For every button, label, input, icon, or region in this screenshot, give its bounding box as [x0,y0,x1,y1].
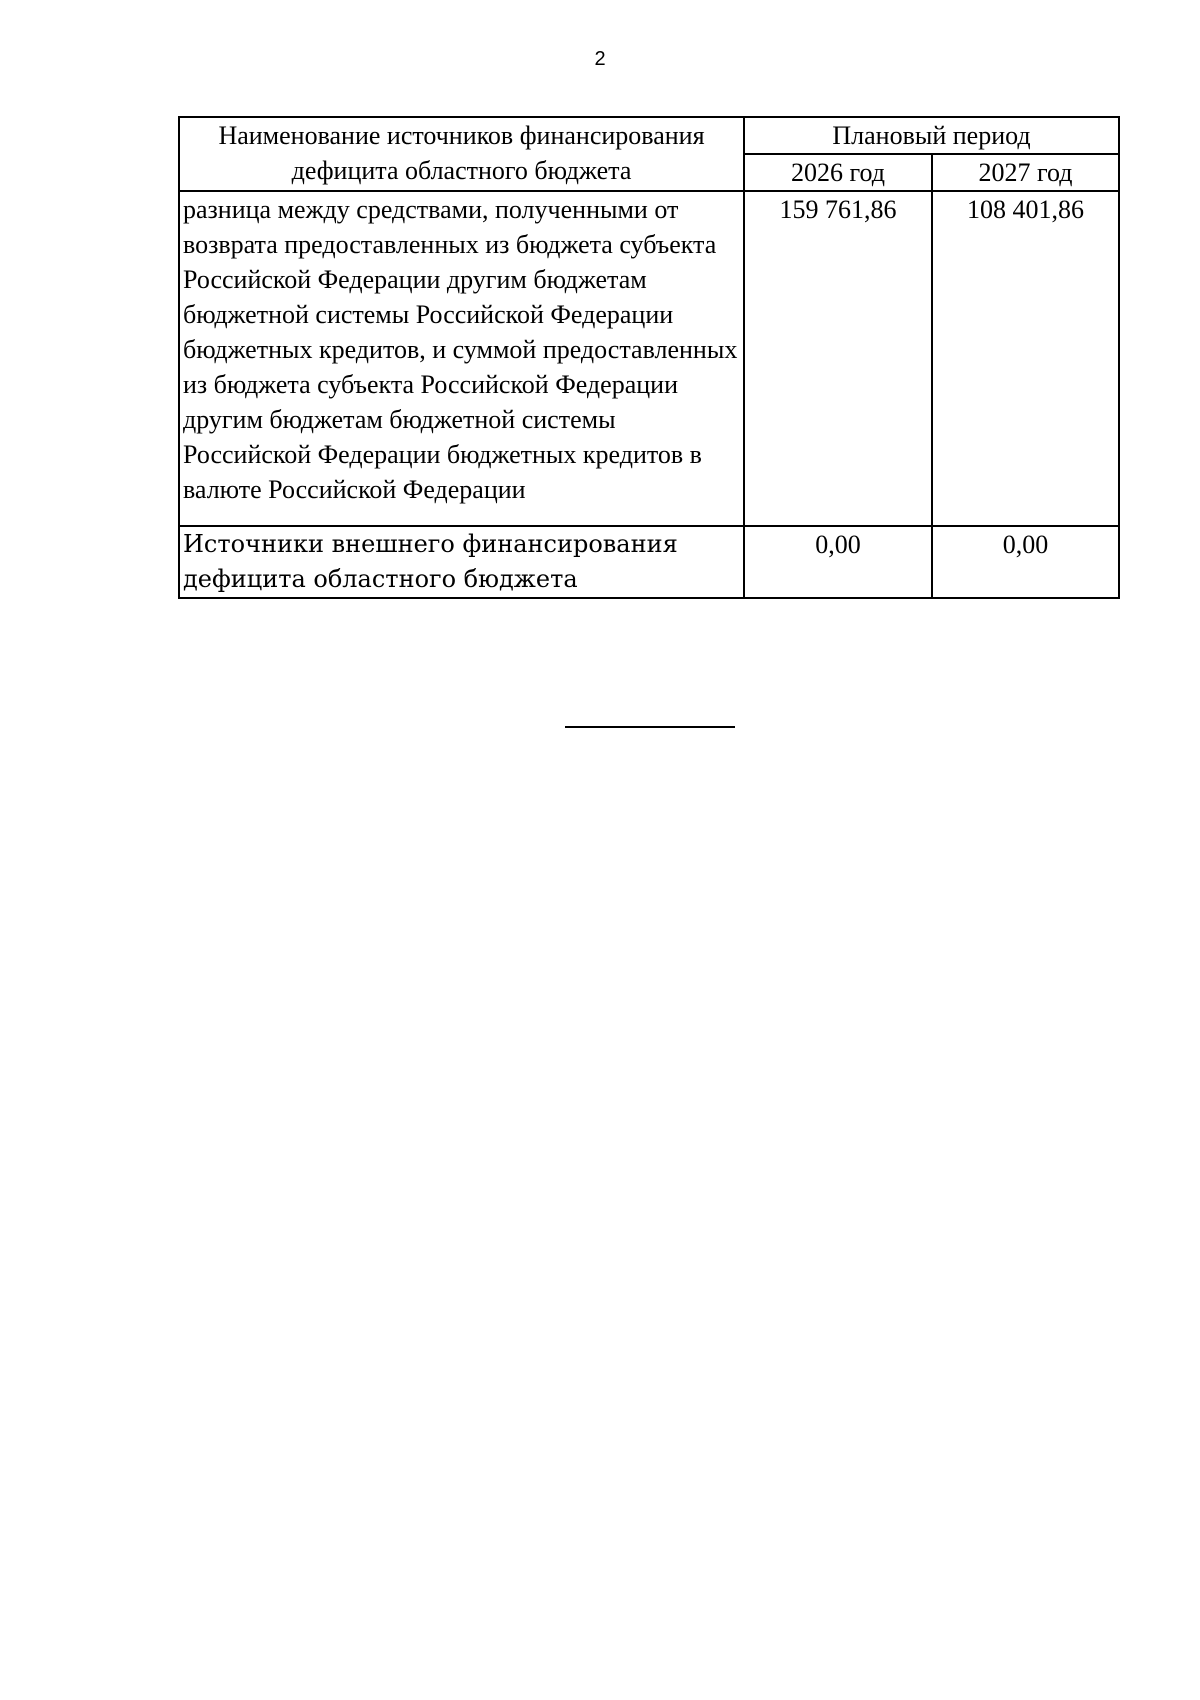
header-name-column: Наименование источников финансирования дефицита областного бюджета [179,117,744,191]
row-description: Источники внешнего финансирования дефицита областного бюджета [179,526,744,598]
closing-rule-divider [565,726,735,728]
row-description: разница между средствами, полученными от возврата предоставленных из бюджета субъекта Российской Федерации другим бюджетам бюджетной системы Российской Федерации бюджетных кредитов, и суммой предоставленных из бюджета субъекта Российской Федерации другим бюджетам бюджетной системы Российской Федерации бюджетных кредитов в валюте Российской Федерации [179,191,744,526]
table-row [179,526,1119,598]
header-row-period [179,117,1119,154]
header-year-2027: 2027 год [932,154,1119,191]
header-planned-period: Плановый период [744,117,1119,154]
page-number: 2 [594,48,606,70]
row-value-2027: 108 401,86 [932,191,1119,526]
header-year-2026: 2026 год [744,154,932,191]
financing-sources-table [178,116,1120,599]
table-row [179,191,1119,526]
row-value-2026: 159 761,86 [744,191,932,526]
row-value-2027: 0,00 [932,526,1119,598]
row-value-2026: 0,00 [744,526,932,598]
